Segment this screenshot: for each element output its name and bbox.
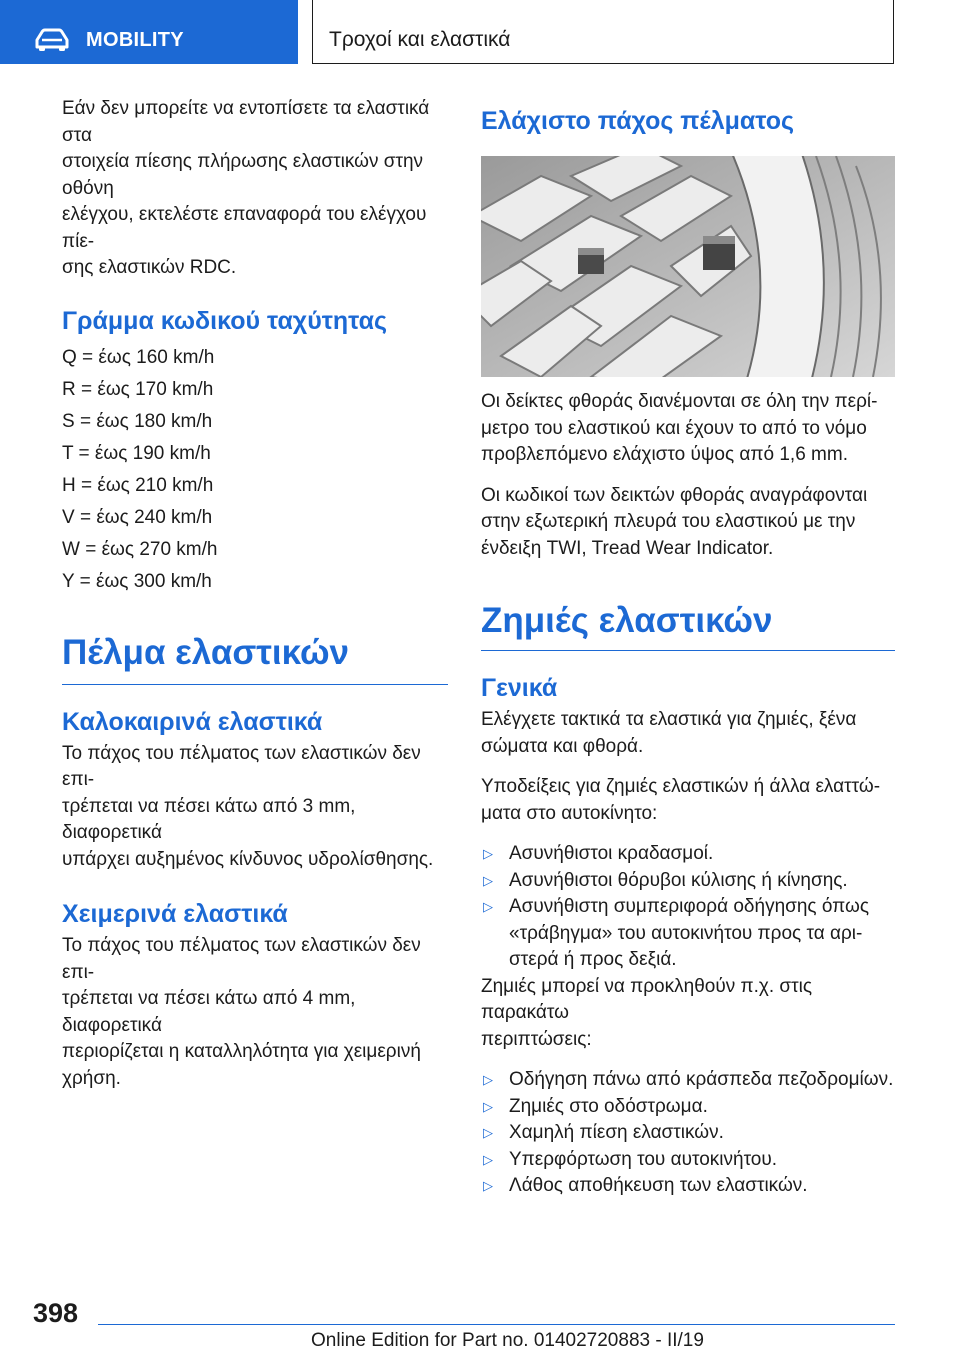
bullet-triangle-icon: ▷: [483, 872, 493, 888]
list-item: [481, 1094, 895, 1121]
section-divider: [481, 650, 895, 651]
text-line: Ζημιές στο οδόστρωμα.: [509, 1095, 708, 1117]
winter-heading: Χειμερινά ελαστικά: [62, 900, 288, 928]
text-line: Ασυνήθιστοι θόρυβοι κύλισης ή κίνησης.: [509, 869, 848, 891]
bullet-triangle-icon: ▷: [483, 1178, 493, 1193]
footer-divider: [98, 1324, 895, 1325]
text-line: Οδήγηση πάνω από κράσπεδα πεζοδρομίων.: [509, 1069, 894, 1090]
intro-paragraph: [62, 96, 448, 282]
speed-code-item: T = έως 190 km/h: [62, 442, 211, 464]
text-line: χρήση.: [62, 1067, 121, 1089]
text-line: Το πάχος του πέλματος των ελαστικών δεν επι‐: [62, 742, 421, 790]
edition-info: Online Edition for Part no. 01402720883 - II/19: [311, 1330, 704, 1351]
text-line: σώματα και φθορά.: [481, 735, 644, 757]
list-item: [481, 1147, 895, 1174]
list-item: [481, 841, 895, 868]
text-line: Υποδείξεις για ζημιές ελαστικών ή άλλα ελαττώ‐: [481, 776, 881, 797]
speed-code-heading: Γράμμα κωδικού ταχύτητας: [62, 306, 388, 335]
text-line: «τράβηγμα» του αυτοκινήτου προς τα αρι‐: [509, 922, 863, 944]
summer-paragraph: [62, 741, 448, 874]
list-item: [481, 1173, 895, 1200]
chapter-title: Τροχοί και ελαστικά: [329, 28, 511, 51]
bullet-triangle-icon: ▷: [483, 899, 493, 914]
section-divider: [62, 684, 448, 685]
bullet-triangle-icon: ▷: [483, 1072, 493, 1087]
list-item: [481, 868, 895, 895]
tire-tread-wear-indicator-illustration: [481, 156, 895, 377]
text-line: Ασυνήθιστοι κραδασμοί.: [509, 843, 714, 864]
speed-code-item: S = έως 180 km/h: [62, 410, 213, 432]
text-line: στερά ή προς δεξιά.: [509, 949, 677, 970]
text-line: Ασυνήθιστη συμπεριφορά οδήγησης όπως: [509, 896, 869, 917]
text-line: περιορίζεται η καταλληλότητα για χειμερινή: [62, 1041, 421, 1062]
speed-code-list: [62, 342, 448, 598]
tire-damage-heading: Ζημιές ελαστικών: [481, 601, 773, 640]
text-line: Το πάχος του πέλματος των ελαστικών δεν επι‐: [62, 935, 421, 983]
page-number: 398: [33, 1298, 79, 1328]
list-item: [481, 1067, 895, 1094]
text-line: σης ελαστικών RDC.: [62, 257, 237, 278]
speed-code-item: W = έως 270 km/h: [62, 538, 218, 560]
speed-code-item: H = έως 210 km/h: [62, 474, 214, 496]
right-column: [481, 96, 895, 1200]
chapter-header: [312, 0, 894, 64]
left-column: [62, 96, 448, 1092]
text-line: Οι δείκτες φθοράς διανέμονται σε όλη την περί‐: [481, 391, 878, 412]
text-line: Χαμηλή πίεση ελαστικών.: [509, 1122, 724, 1143]
text-line: ελέγχου, εκτελέστε επαναφορά του ελέγχου πίε‐: [62, 204, 427, 252]
tread-heading: Πέλμα ελαστικών: [62, 632, 350, 672]
winter-paragraph: [62, 933, 448, 1092]
car-icon: [34, 28, 70, 52]
text-line: τρέπεται να πέσει κάτω από 4 mm, διαφορετικά: [62, 988, 356, 1036]
text-line: περιπτώσεις:: [481, 1028, 592, 1050]
bullet-triangle-icon: ▷: [483, 1151, 493, 1167]
speed-code-item: R = έως 170 km/h: [62, 378, 214, 400]
section-tab[interactable]: [0, 0, 298, 64]
speed-code-item: Q = έως 160 km/h: [62, 346, 215, 368]
indications-paragraph: [481, 774, 895, 827]
text-line: στοιχεία πίεσης πλήρωσης ελαστικών στην οθόνη: [62, 151, 424, 199]
twi-paragraph: [481, 483, 895, 563]
wear-indicator-paragraph: [481, 389, 895, 469]
text-line: προβλεπόμενο ελάχιστο ύψος από 1,6 mm.: [481, 444, 848, 465]
bullet-triangle-icon: ▷: [483, 1098, 493, 1114]
text-line: στην εξωτερική πλευρά του ελαστικού με την: [481, 511, 856, 532]
bullet-triangle-icon: ▷: [483, 846, 493, 861]
causes-paragraph: [481, 974, 895, 1054]
text-line: μετρο του ελαστικού και έχουν το από το νόμο: [481, 417, 867, 439]
speed-code-item: Y = έως 300 km/h: [62, 570, 212, 592]
list-item: [481, 894, 895, 974]
text-line: ένδειξη TWI, Tread Wear Indicator.: [481, 537, 774, 559]
summer-heading: Καλοκαιρινά ελαστικά: [62, 707, 323, 736]
text-line: Υπερφόρτωση του αυτοκινήτου.: [509, 1148, 778, 1170]
text-line: Ζημιές μπορεί να προκληθούν π.χ. στις παρακάτω: [481, 975, 813, 1023]
speed-code-item: V = έως 240 km/h: [62, 506, 213, 528]
min-tread-heading: Ελάχιστο πάχος πέλματος: [481, 107, 795, 135]
list-item: [481, 1120, 895, 1147]
tire-tread-figure: [481, 156, 895, 377]
text-line: Εάν δεν μπορείτε να εντοπίσετε τα ελαστικά στα: [62, 98, 430, 146]
text-line: Οι κωδικοί των δεικτών φθοράς αναγράφονται: [481, 484, 868, 506]
general-heading: Γενικά: [481, 674, 558, 702]
general-paragraph: [481, 707, 895, 760]
text-line: Λάθος αποθήκευση των ελαστικών.: [509, 1175, 808, 1196]
text-line: υπάρχει αυξημένος κίνδυνος υδρολίσθησης.: [62, 848, 434, 870]
bullet-triangle-icon: ▷: [483, 1125, 493, 1140]
text-line: ματα στο αυτοκίνητο:: [481, 802, 658, 824]
text-line: τρέπεται να πέσει κάτω από 3 mm, διαφορετικά: [62, 795, 356, 843]
text-line: Ελέγχετε τακτικά τα ελαστικά για ζημιές, ξένα: [481, 709, 857, 730]
section-label: MOBILITY: [86, 29, 184, 51]
